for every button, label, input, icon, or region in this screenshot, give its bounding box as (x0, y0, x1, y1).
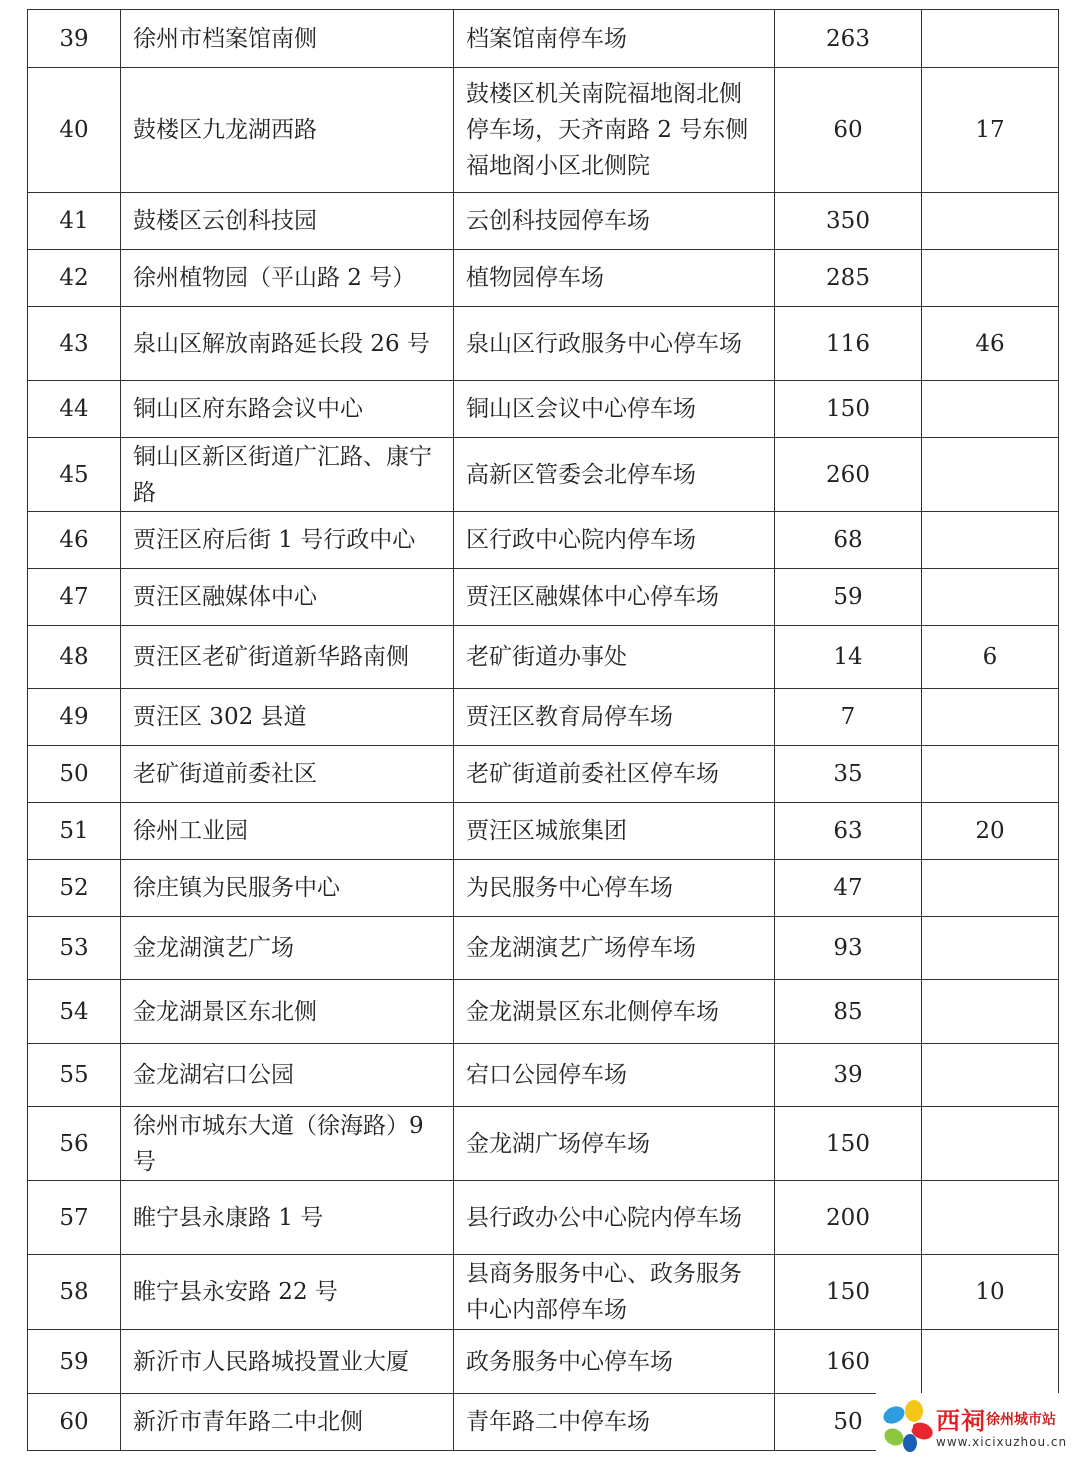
cell-idx: 53 (28, 917, 121, 980)
cell-lot: 青年路二中停车场 (454, 1394, 775, 1451)
table-row (28, 917, 1059, 980)
cell-idx: 59 (28, 1330, 121, 1394)
cell-spaces: 263 (775, 10, 922, 68)
cell-idx: 40 (28, 68, 121, 193)
table-row (28, 1181, 1059, 1255)
cell-lot: 宕口公园停车场 (454, 1044, 775, 1107)
flower-logo-icon (880, 1397, 934, 1457)
cell-spaces: 60 (775, 68, 922, 193)
cell-lot: 贾汪区融媒体中心停车场 (454, 569, 775, 626)
cell-location: 徐州工业园 (121, 803, 454, 860)
table-row (28, 250, 1059, 307)
cell-spaces: 150 (775, 1107, 922, 1181)
cell-lot: 铜山区会议中心停车场 (454, 381, 775, 438)
cell-idx: 42 (28, 250, 121, 307)
table-row (28, 381, 1059, 438)
cell-extra (922, 1107, 1059, 1181)
cell-location: 新沂市人民路城投置业大厦 (121, 1330, 454, 1394)
cell-location: 铜山区新区街道广汇路、康宁路 (121, 438, 454, 512)
cell-idx: 45 (28, 438, 121, 512)
cell-location: 徐州植物园（平山路 2 号） (121, 250, 454, 307)
cell-location: 鼓楼区九龙湖西路 (121, 68, 454, 193)
cell-spaces: 50 (775, 1394, 922, 1451)
table-row (28, 1255, 1059, 1330)
cell-extra (922, 569, 1059, 626)
cell-extra (922, 1181, 1059, 1255)
cell-spaces: 35 (775, 746, 922, 803)
cell-location: 贾汪区融媒体中心 (121, 569, 454, 626)
cell-spaces: 150 (775, 1255, 922, 1330)
cell-spaces: 68 (775, 512, 922, 569)
cell-spaces: 59 (775, 569, 922, 626)
cell-lot: 县商务服务中心、政务服务中心内部停车场 (454, 1255, 775, 1330)
cell-lot: 贾汪区教育局停车场 (454, 689, 775, 746)
table-row (28, 1330, 1059, 1394)
cell-idx: 43 (28, 307, 121, 381)
table-row (28, 803, 1059, 860)
cell-spaces: 116 (775, 307, 922, 381)
cell-lot: 云创科技园停车场 (454, 193, 775, 250)
cell-idx: 56 (28, 1107, 121, 1181)
cell-lot: 老矿街道前委社区停车场 (454, 746, 775, 803)
site-watermark (876, 1393, 1080, 1461)
cell-location: 贾汪区老矿街道新华路南侧 (121, 626, 454, 689)
cell-spaces: 7 (775, 689, 922, 746)
table-row (28, 10, 1059, 68)
cell-idx: 57 (28, 1181, 121, 1255)
cell-extra (922, 193, 1059, 250)
cell-extra (922, 980, 1059, 1044)
cell-extra (922, 512, 1059, 569)
table-row (28, 746, 1059, 803)
table-row (28, 512, 1059, 569)
cell-spaces: 260 (775, 438, 922, 512)
cell-extra (922, 10, 1059, 68)
table-row (28, 1107, 1059, 1181)
cell-lot: 贾汪区城旅集团 (454, 803, 775, 860)
table-row (28, 626, 1059, 689)
cell-extra (922, 860, 1059, 917)
cell-location: 贾汪区 302 县道 (121, 689, 454, 746)
cell-spaces: 39 (775, 1044, 922, 1107)
cell-idx: 39 (28, 10, 121, 68)
cell-idx: 50 (28, 746, 121, 803)
cell-extra (922, 746, 1059, 803)
cell-spaces: 63 (775, 803, 922, 860)
cell-idx: 58 (28, 1255, 121, 1330)
cell-spaces: 150 (775, 381, 922, 438)
table-row (28, 689, 1059, 746)
cell-idx: 54 (28, 980, 121, 1044)
cell-location: 睢宁县永安路 22 号 (121, 1255, 454, 1330)
cell-extra (922, 250, 1059, 307)
cell-extra: 46 (922, 307, 1059, 381)
cell-lot: 金龙湖演艺广场停车场 (454, 917, 775, 980)
table-row (28, 193, 1059, 250)
cell-location: 泉山区解放南路延长段 26 号 (121, 307, 454, 381)
cell-extra (922, 438, 1059, 512)
cell-location: 鼓楼区云创科技园 (121, 193, 454, 250)
cell-lot: 金龙湖广场停车场 (454, 1107, 775, 1181)
table-row (28, 980, 1059, 1044)
cell-location: 金龙湖演艺广场 (121, 917, 454, 980)
cell-location: 老矿街道前委社区 (121, 746, 454, 803)
parking-table-body (28, 10, 1059, 1451)
cell-lot: 高新区管委会北停车场 (454, 438, 775, 512)
watermark-city: 徐州城市站 (986, 1412, 1056, 1428)
cell-location: 徐州市城东大道（徐海路）9 号 (121, 1107, 454, 1181)
cell-lot: 县行政办公中心院内停车场 (454, 1181, 775, 1255)
cell-lot: 鼓楼区机关南院福地阁北侧停车场，天齐南路 2 号东侧福地阁小区北侧院 (454, 68, 775, 193)
cell-idx: 48 (28, 626, 121, 689)
cell-extra: 20 (922, 803, 1059, 860)
cell-extra (922, 381, 1059, 438)
cell-spaces: 93 (775, 917, 922, 980)
cell-extra: 17 (922, 68, 1059, 193)
cell-location: 睢宁县永康路 1 号 (121, 1181, 454, 1255)
cell-spaces: 200 (775, 1181, 922, 1255)
cell-location: 铜山区府东路会议中心 (121, 381, 454, 438)
cell-lot: 植物园停车场 (454, 250, 775, 307)
cell-idx: 44 (28, 381, 121, 438)
cell-extra: 10 (922, 1255, 1059, 1330)
cell-idx: 46 (28, 512, 121, 569)
cell-lot: 政务服务中心停车场 (454, 1330, 775, 1394)
table-row (28, 860, 1059, 917)
cell-lot: 区行政中心院内停车场 (454, 512, 775, 569)
cell-extra (922, 1330, 1059, 1394)
cell-location: 金龙湖景区东北侧 (121, 980, 454, 1044)
cell-location: 徐庄镇为民服务中心 (121, 860, 454, 917)
cell-idx: 52 (28, 860, 121, 917)
table-row (28, 1044, 1059, 1107)
cell-spaces: 85 (775, 980, 922, 1044)
cell-extra (922, 917, 1059, 980)
cell-idx: 55 (28, 1044, 121, 1107)
cell-idx: 51 (28, 803, 121, 860)
cell-location: 金龙湖宕口公园 (121, 1044, 454, 1107)
cell-idx: 49 (28, 689, 121, 746)
table-row (28, 307, 1059, 381)
cell-spaces: 14 (775, 626, 922, 689)
cell-lot: 为民服务中心停车场 (454, 860, 775, 917)
cell-extra (922, 689, 1059, 746)
cell-location: 新沂市青年路二中北侧 (121, 1394, 454, 1451)
cell-idx: 60 (28, 1394, 121, 1451)
cell-spaces: 47 (775, 860, 922, 917)
parking-table (27, 9, 1059, 1451)
cell-spaces: 285 (775, 250, 922, 307)
table-row (28, 569, 1059, 626)
watermark-brand: 西祠 (936, 1407, 986, 1435)
table-row (28, 438, 1059, 512)
cell-location: 贾汪区府后街 1 号行政中心 (121, 512, 454, 569)
cell-idx: 41 (28, 193, 121, 250)
cell-spaces: 350 (775, 193, 922, 250)
cell-lot: 泉山区行政服务中心停车场 (454, 307, 775, 381)
cell-spaces: 160 (775, 1330, 922, 1394)
cell-idx: 47 (28, 569, 121, 626)
cell-lot: 档案馆南停车场 (454, 10, 775, 68)
cell-lot: 金龙湖景区东北侧停车场 (454, 980, 775, 1044)
cell-lot: 老矿街道办事处 (454, 626, 775, 689)
table-row (28, 68, 1059, 193)
cell-location: 徐州市档案馆南侧 (121, 10, 454, 68)
cell-extra (922, 1044, 1059, 1107)
watermark-url: www.xicixuzhou.cn (936, 1435, 1068, 1449)
cell-extra: 6 (922, 626, 1059, 689)
